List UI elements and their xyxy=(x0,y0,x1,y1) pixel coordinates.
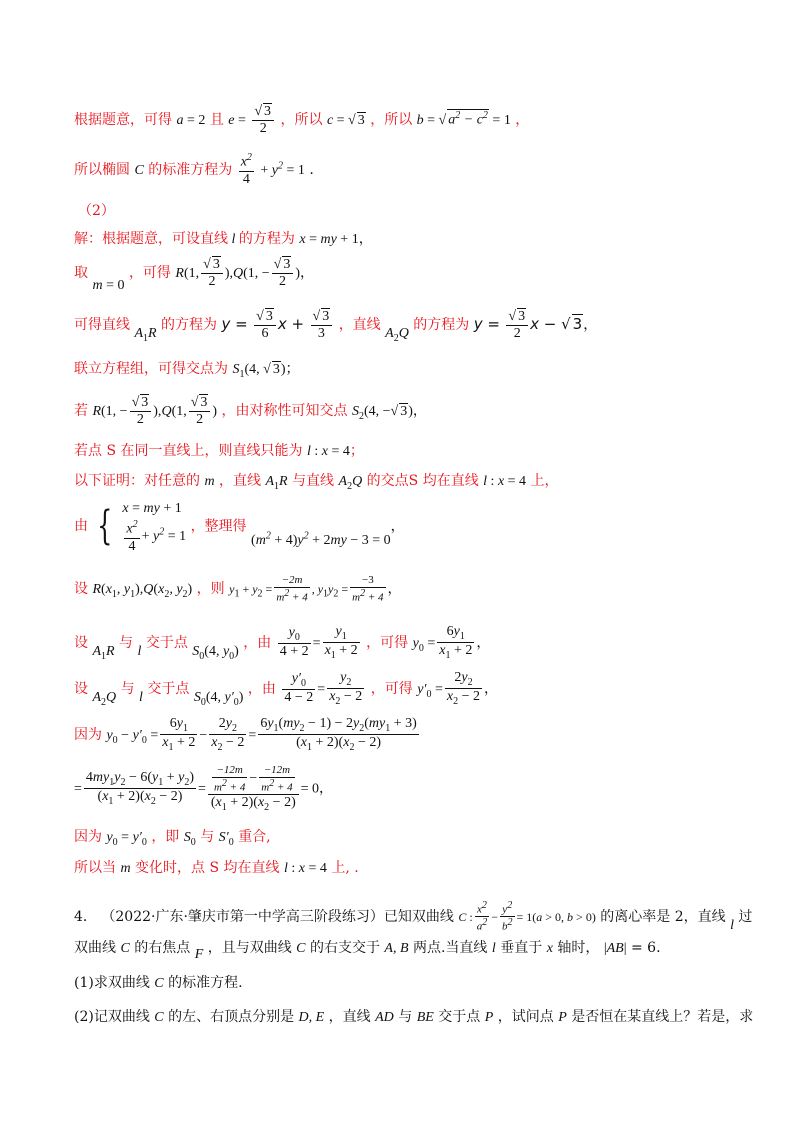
text: 若 xyxy=(74,403,88,420)
ellipse-equation-line xyxy=(74,152,314,188)
fraction: $\frac{√ 3}{6}$ xyxy=(254,308,276,342)
text: 因为 xyxy=(74,726,102,743)
fraction: $\frac{2y_2}{x_2 - 2}$ xyxy=(446,670,481,708)
fraction: $\frac{6y_1(my_2 - 1) - 2y_2(my_1 + 3)}{(x_1 + 2)(x_2 - 2)}$ xyxy=(260,716,417,754)
line-joint: 联立方程组，可得交点为 $S_1(4$, √ 3)； xyxy=(74,361,300,380)
math: l : x = 4 xyxy=(483,474,527,489)
text: 上， xyxy=(530,473,559,489)
text: 联立方程组，可得交点为 xyxy=(74,361,228,377)
line-lines: 可得直线 $A_1R$ 的方程为 y = $\frac{√ 3}{6}$ x + $\frac{√ 3}{3}$ ，直线 $A_2Q$ 的方程为 y = $\frac{√ 3}{2}$ x − √ 3， xyxy=(74,309,598,344)
text: 若点 S 在同一直线上，则直线只能为 xyxy=(74,443,303,459)
text: 的离心率是 2，直线 xyxy=(600,908,726,925)
math: $S_0(4$, $y'_0$) xyxy=(193,689,244,708)
text: 上, . xyxy=(331,860,359,876)
text: 是否恒在某直线上？若是，求 xyxy=(571,1009,754,1025)
text: ，可得 xyxy=(370,680,413,697)
math: $y_0 - y'_0$ = xyxy=(106,727,159,746)
math: = xyxy=(312,635,321,651)
math: C xyxy=(296,941,306,956)
line-because xyxy=(74,716,421,754)
problem4-q1 xyxy=(74,972,243,992)
text: ，则 xyxy=(196,580,225,597)
math: b = √ $a^2 - c^2 = 1$ xyxy=(416,110,511,129)
text: ，直线 xyxy=(328,1009,371,1025)
text: 根据题意，可得 xyxy=(74,112,172,129)
text: 设 xyxy=(74,634,88,651)
text: ，直线 xyxy=(219,473,262,489)
text: 的交点S 均在直线 xyxy=(366,473,479,489)
text: 因为 xyxy=(74,829,102,845)
text: 两点.当直线 xyxy=(412,940,488,956)
math: c = √ 3 xyxy=(326,113,365,129)
equation-system xyxy=(122,498,186,555)
math: $S_2(4$, −√ 3) xyxy=(352,404,413,422)
text: 垂直于 xyxy=(500,940,543,956)
text: 的右焦点 xyxy=(134,940,191,956)
text: 设 xyxy=(74,680,88,697)
math: $R(x_1$, $y_1),Q(x_2$, $y_2$) xyxy=(92,581,193,600)
math: m = 0 xyxy=(92,278,125,294)
math: ) xyxy=(295,266,301,282)
math: x − √ 3 xyxy=(530,315,583,334)
math: C xyxy=(120,941,130,956)
text: 与 xyxy=(200,829,215,845)
fraction: $\frac{x^2}{4}$ xyxy=(240,152,252,187)
math: BE xyxy=(416,1010,434,1025)
math: l xyxy=(137,643,142,659)
fraction: $\frac{-12m}{m^2 + 4}$ − $\frac{-12m}{m^2 + 4}$ $(x_1 + 2)(x_2 - 2)$ xyxy=(208,764,299,813)
text: 的方程为 xyxy=(413,317,470,334)
text: 与 xyxy=(398,1009,413,1025)
text: 的标准方程为 xyxy=(148,161,233,178)
text: 双曲线 xyxy=(74,940,116,956)
text: 与直线 xyxy=(292,473,335,489)
line-final xyxy=(74,857,359,877)
text: ，由 xyxy=(243,634,272,651)
math: x + xyxy=(277,315,305,334)
line-take: 取 m = 0 ，可得 R(1, $\frac{√ 3}{2}$ ),Q(1, − $\frac{√ 3}{2}$ )， xyxy=(74,257,315,294)
text: 过 xyxy=(738,908,753,925)
text: ，所以 xyxy=(280,112,323,129)
math: x = my + 1 xyxy=(299,232,359,247)
fraction: $\frac{√ 3}{2}$ xyxy=(189,394,211,428)
text: ； xyxy=(349,443,364,459)
left-brace: { xyxy=(97,503,113,550)
math: l xyxy=(228,232,239,247)
math: A, B xyxy=(384,941,409,956)
math: C xyxy=(154,1010,164,1025)
math: l xyxy=(139,689,143,705)
text: ，即 xyxy=(151,829,180,845)
math: $S_1(4$, √ 3) xyxy=(232,362,286,380)
math: P xyxy=(558,1010,567,1025)
equation: $\frac{x^2}{4}$ + $y^2 = 1$ xyxy=(126,519,187,554)
text: ，可得 xyxy=(366,634,409,651)
math: C xyxy=(154,976,164,991)
line-because2 xyxy=(74,826,271,848)
problem4-line1 xyxy=(74,900,752,934)
line-set-A1R: 设 $A_1R$ 与 l 交于点 $S_0(4$, $y_0$) ，由 $\frac{y_0}{4 + 2}$ = $\frac{y_1}{x_1 + 2}$ ，可得 $y_0$ = $\frac{6y_1}{x_1 + 2}$ ， xyxy=(74,624,491,662)
math: D, E xyxy=(298,1010,325,1025)
line-if: 若 R(1, − $\frac{√ 3}{2}$ ),Q(1, $\frac{√ 3}{2}$ ) ，由对称性可知交点 $S_2(4$, −√ 3)， xyxy=(74,395,427,428)
math: $A_2Q$ xyxy=(385,326,409,344)
text: ，且与双曲线 xyxy=(207,940,292,956)
line-simplify: = $\frac{4my_1y_2 - 6(y_1 + y_2)}{(x_1 + 2)(x_2 - 2)}$ = $\frac{-12m}{m^2 + 4}$ − $\frac{-12m}{m^2 + 4}$ $(x_1 + 2)(x_2 - 2)$ = 0， xyxy=(74,764,334,813)
math: $A_1R$ xyxy=(134,326,157,344)
text: 与 xyxy=(119,634,134,651)
math: = xyxy=(317,681,326,697)
text: 取 xyxy=(74,265,88,282)
text: （2022·广东·肇庆市第一中学高三阶段练习）已知双曲线 xyxy=(101,908,454,925)
text: 由 xyxy=(74,518,88,535)
problem4-line2 xyxy=(74,937,661,962)
text: 交于点 xyxy=(438,1009,481,1025)
math: + $y^2 = 1$ xyxy=(260,160,305,178)
text: 交于点 xyxy=(147,680,190,697)
math: l : x = 4 xyxy=(306,444,350,459)
line-set: 设 $R(x_1$, $y_1),Q(x_2$, $y_2$) ，则 $y_1 + y_2$ = $\frac{-2m}{m^2 + 4}$ , $y_1y_2$ = $\frac{-3}{m^2 + 4}$ ， xyxy=(74,574,402,604)
math: R(1, − xyxy=(92,404,128,420)
math: = 0 xyxy=(300,781,320,797)
math: $y_0$ = xyxy=(412,635,436,654)
math: l xyxy=(730,917,734,933)
text: 所以当 xyxy=(74,860,116,876)
fraction: $\frac{√ 3}{3}$ xyxy=(311,308,333,342)
math: = xyxy=(198,781,206,797)
fraction: $\frac{6y_1}{x_1 + 2}$ xyxy=(162,716,196,754)
math: e = xyxy=(228,113,246,129)
math: $A_2Q$ xyxy=(338,474,363,492)
text: 所以椭圆 xyxy=(74,161,130,178)
fraction: $\frac{-3}{m^2 + 4}$ xyxy=(352,574,384,604)
text: (1)求双曲线 xyxy=(74,975,150,991)
math: $S_0(4$, $y_0$) xyxy=(192,643,239,662)
text: 的标准方程. xyxy=(168,975,243,991)
text: ，试问点 xyxy=(497,1009,554,1025)
line-proof xyxy=(74,470,559,492)
solution-part1-line xyxy=(74,103,529,137)
math: = 1(a > 0, b > 0) xyxy=(516,909,596,924)
problem-number: 4． xyxy=(74,908,97,925)
part2-label: （2） xyxy=(78,203,115,219)
text: ，可得 xyxy=(128,265,171,282)
math: $A_1R$ xyxy=(92,643,115,662)
line-system: 由 { x = my + 1 $\frac{x^2}{4}$ + $y^2 = 1$ ，整理得 $(m^2 + 4)y^2 + 2my - 3 = 0$， xyxy=(74,498,405,555)
math: AD xyxy=(375,1010,394,1025)
math: x xyxy=(546,941,553,956)
math: ),Q(1, xyxy=(153,404,187,420)
text: 解：根据题意，可设直线 xyxy=(74,231,228,247)
line-solve: 解：根据题意，可设直线 l 的方程为 x = my + 1， xyxy=(74,231,373,247)
text: 的方程为 xyxy=(238,231,295,247)
text: 且 xyxy=(209,112,224,129)
text: 以下证明：对任意的 xyxy=(74,473,200,489)
line-set-A2Q: 设 $A_2Q$ 与 l 交于点 $S_0(4$, $y'_0$) ，由 $\frac{y'_0}{4 - 2}$ = $\frac{y_2}{x_2 - 2}$ ，可得 $y'_0$ = $\frac{2y_2}{x_2 - 2}$ ， xyxy=(74,670,499,708)
math: = xyxy=(74,781,82,797)
math: $A_2Q$ xyxy=(92,689,117,708)
text: 可得直线 xyxy=(74,317,130,334)
math: $y_1 + y_2$ = xyxy=(229,581,273,600)
text: = 6. xyxy=(631,940,661,956)
fraction: $\frac{√ 3}{2}$ xyxy=(201,256,223,290)
fraction: $\frac{6y_1}{x_1 + 2}$ xyxy=(439,624,473,662)
math: $S'_0$ xyxy=(218,830,234,848)
math: = xyxy=(248,727,257,743)
fraction: $\frac{√ 3}{2}$ xyxy=(130,394,152,428)
text: . xyxy=(309,161,314,178)
math: C : xyxy=(458,909,473,924)
fraction: $\frac{y_0}{4 + 2}$ xyxy=(279,625,309,660)
math: |AB| xyxy=(603,941,627,956)
problem4-q2 xyxy=(74,1006,753,1026)
text: 轴时， xyxy=(557,940,600,956)
text: 的左、右顶点分别是 xyxy=(168,1009,295,1025)
line-collinear xyxy=(74,440,364,460)
math: m xyxy=(204,474,215,489)
text: 的右支交于 xyxy=(309,940,380,956)
text: ，由对称性可知交点 xyxy=(221,403,348,420)
math: $A_1R$ xyxy=(265,474,288,492)
fraction: $\frac{y'_0}{4 - 2}$ xyxy=(284,671,314,706)
math: m xyxy=(120,861,131,876)
fraction: $\frac{y_1}{x_1 + 2}$ xyxy=(324,624,358,662)
text: ， xyxy=(515,112,530,129)
math: l : x = 4 xyxy=(283,861,327,876)
math: $S_0$ xyxy=(183,830,196,848)
math: $y_0 = y'_0$ xyxy=(106,830,147,848)
text: 设 xyxy=(74,580,88,597)
fraction: $\frac{x^2}{a^2}$ xyxy=(476,900,488,933)
text: (2)记双曲线 xyxy=(74,1009,150,1025)
fraction: $\frac{y_2}{x_2 - 2}$ xyxy=(329,670,363,708)
fraction: $\frac{√ 3}{2}$ xyxy=(506,308,528,342)
fraction: $\frac{y^2}{b^2}$ xyxy=(502,900,513,933)
text: ，由 xyxy=(247,680,276,697)
text: 的方程为 xyxy=(161,317,218,334)
math: y = xyxy=(473,315,500,334)
equation: x = my + 1 xyxy=(122,501,182,516)
math: $y'_0$ = xyxy=(417,681,443,700)
text: 重合, xyxy=(238,829,271,845)
text: ，直线 xyxy=(338,317,381,334)
math: R(1, xyxy=(175,266,200,282)
math: ) xyxy=(212,404,218,420)
fraction: $\frac{4my_1y_2 - 6(y_1 + y_2)}{(x_1 + 2)(x_2 - 2)}$ xyxy=(85,769,195,807)
math: ),Q(1, − xyxy=(224,266,270,282)
fraction: $\frac{2y_2}{x_2 - 2}$ xyxy=(211,716,245,754)
text: 交于点 xyxy=(145,634,188,651)
text: 与 xyxy=(120,680,135,697)
fraction: $\frac{√ 3}{2}$ xyxy=(272,256,294,290)
fraction: $\frac{√ 3}{2}$ xyxy=(252,103,274,137)
math: − xyxy=(199,727,208,743)
fraction: $\frac{-2m}{m^2 + 4}$ xyxy=(276,574,308,604)
math: C xyxy=(134,162,144,178)
text: ，所以 xyxy=(370,112,413,129)
math: P xyxy=(484,1010,494,1025)
math: l xyxy=(491,941,496,956)
math: , $y_1y_2$ = xyxy=(311,581,349,600)
math: a = 2 xyxy=(176,113,206,129)
text: 变化时，点 S 均在直线 xyxy=(135,860,280,876)
text: ，整理得 xyxy=(190,518,247,535)
math: F xyxy=(194,947,204,962)
math: − xyxy=(491,909,498,924)
math: $(m^2 + 4)y^2 + 2my - 3 = 0$ xyxy=(251,530,391,549)
math: y = xyxy=(221,315,248,334)
